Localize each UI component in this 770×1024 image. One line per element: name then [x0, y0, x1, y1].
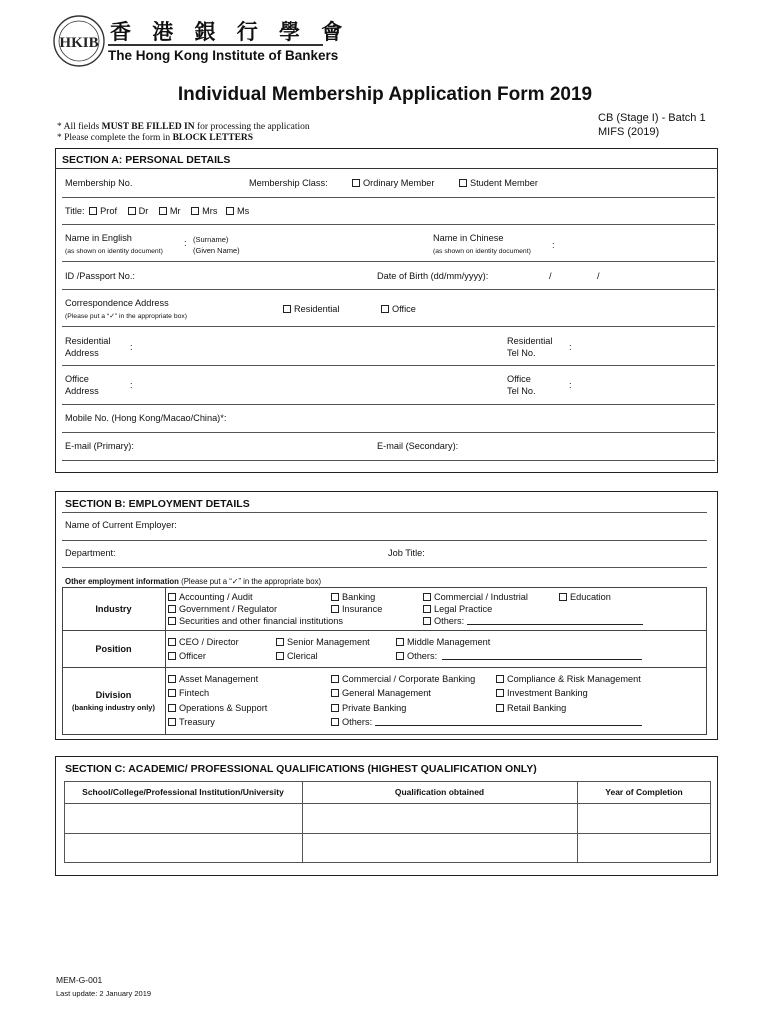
division-commercial-checkbox[interactable] [331, 675, 339, 683]
email-primary-label: E-mail (Primary): [65, 441, 134, 451]
industry-insurance-checkbox[interactable] [331, 605, 339, 613]
division-retail-option[interactable]: Retail Banking [496, 703, 566, 714]
section-a-heading: SECTION A: PERSONAL DETAILS [62, 154, 231, 166]
industry-accounting-checkbox[interactable] [168, 593, 176, 601]
section-c-heading: SECTION C: ACADEMIC/ PROFESSIONAL QUALIFICATIONS (HIGHEST QUALIFICATION ONLY) [65, 763, 537, 775]
division-commercial-option[interactable]: Commercial / Corporate Banking [331, 674, 475, 685]
division-operations-checkbox[interactable] [168, 704, 176, 712]
division-private-option[interactable]: Private Banking [331, 703, 406, 714]
residential-tel-colon: : [569, 342, 572, 352]
position-clerical-checkbox[interactable] [276, 652, 284, 660]
division-treasury-checkbox[interactable] [168, 718, 176, 726]
division-retail-checkbox[interactable] [496, 704, 504, 712]
title-prof-checkbox[interactable] [89, 207, 97, 215]
industry-education-checkbox[interactable] [559, 593, 567, 601]
division-general-checkbox[interactable] [331, 689, 339, 697]
industry-securities-option[interactable]: Securities and other financial institutions [168, 616, 343, 627]
program-line-1: CB (Stage I) - Batch 1 [598, 112, 706, 124]
header-rule [108, 44, 323, 46]
industry-others-checkbox[interactable] [423, 617, 431, 625]
name-chinese-label: Name in Chinese [433, 233, 504, 243]
given-name-hint: (Given Name) [193, 246, 240, 255]
industry-government-checkbox[interactable] [168, 605, 176, 613]
position-clerical-option[interactable]: Clerical [276, 651, 318, 662]
position-officer-option[interactable]: Officer [168, 651, 206, 662]
corr-residential-option[interactable]: Residential [283, 304, 339, 315]
division-others-option[interactable]: Others: [331, 717, 642, 728]
industry-commercial-option[interactable]: Commercial / Industrial [423, 592, 528, 603]
residential-address-label-2: Address [65, 348, 99, 358]
office-address-colon: : [130, 380, 133, 390]
form-title: Individual Membership Application Form 2019 [177, 84, 593, 105]
title-mrs-checkbox[interactable] [191, 207, 199, 215]
name-chinese-hint: (as shown on identity document) [433, 248, 531, 255]
industry-accounting-option[interactable]: Accounting / Audit [168, 592, 253, 603]
residential-address-colon: : [130, 342, 133, 352]
position-middle-checkbox[interactable] [396, 638, 404, 646]
industry-banking-option[interactable]: Banking [331, 592, 375, 603]
student-member-option[interactable]: Student Member [459, 178, 538, 189]
name-english-label: Name in English [65, 233, 132, 243]
qualification-row-1-year[interactable] [578, 804, 710, 832]
institute-chinese-name: 香 港 銀 行 學 會 [110, 20, 351, 44]
title-ms-checkbox[interactable] [226, 207, 234, 215]
title-dr-option[interactable]: Dr [128, 206, 149, 216]
industry-others-field[interactable] [467, 616, 643, 625]
division-sublabel: (banking industry only) [72, 703, 155, 712]
residential-tel-label-2: Tel No. [507, 348, 536, 358]
division-compliance-option[interactable]: Compliance & Risk Management [496, 674, 641, 685]
division-compliance-checkbox[interactable] [496, 675, 504, 683]
position-officer-checkbox[interactable] [168, 652, 176, 660]
dob-slash-2: / [597, 271, 600, 281]
position-middle-option[interactable]: Middle Management [396, 637, 490, 648]
division-investment-option[interactable]: Investment Banking [496, 688, 588, 699]
division-others-checkbox[interactable] [331, 718, 339, 726]
title-ms-option[interactable]: Ms [226, 206, 249, 216]
column-header-school: School/College/Professional Institution/University [82, 787, 284, 797]
corr-office-option[interactable]: Office [381, 304, 416, 315]
name-chinese-colon: : [552, 240, 555, 250]
column-header-year: Year of Completion [605, 787, 683, 797]
position-senior-checkbox[interactable] [276, 638, 284, 646]
form-code: MEM-G-001 [56, 975, 103, 985]
qualification-row-2-year[interactable] [578, 834, 710, 862]
qualification-row-1-qualification[interactable] [303, 804, 576, 832]
industry-label: Industry [95, 604, 132, 614]
qualification-row-1-school[interactable] [65, 804, 301, 832]
industry-commercial-checkbox[interactable] [423, 593, 431, 601]
note-required: * All fields MUST BE FILLED IN for processing the application [57, 122, 310, 132]
office-tel-label-2: Tel No. [507, 386, 536, 396]
industry-government-option[interactable]: Government / Regulator [168, 604, 277, 615]
program-line-2: MIFS (2019) [598, 126, 660, 138]
division-treasury-option[interactable]: Treasury [168, 717, 215, 728]
employer-label: Name of Current Employer: [65, 520, 177, 530]
institute-logo [52, 14, 106, 68]
name-english-colon: : [184, 238, 187, 248]
position-others-option[interactable]: Others: [396, 651, 642, 662]
corr-residential-checkbox[interactable] [283, 305, 291, 313]
membership-no-label: Membership No. [65, 178, 133, 188]
section-b-heading: SECTION B: EMPLOYMENT DETAILS [65, 498, 250, 510]
residential-tel-label-1: Residential [507, 336, 553, 346]
name-english-hint: (as shown on identity document) [65, 248, 163, 255]
title-mr-option[interactable]: Mr [159, 206, 181, 216]
office-address-label-2: Address [65, 386, 99, 396]
other-info-label: Other employment information (Please put a “✓” in the appropriate box) [65, 577, 322, 586]
ordinary-member-option[interactable]: Ordinary Member [352, 178, 434, 189]
email-secondary-label: E-mail (Secondary): [377, 441, 459, 451]
id-passport-label: ID /Passport No.: [65, 271, 135, 281]
office-tel-label-1: Office [507, 374, 531, 384]
position-label: Position [95, 644, 132, 654]
title-label: Title: [65, 206, 85, 216]
office-address-label-1: Office [65, 374, 89, 384]
mobile-label: Mobile No. (Hong Kong/Macao/China)*: [65, 413, 227, 423]
corr-office-checkbox[interactable] [381, 305, 389, 313]
institute-english-name: The Hong Kong Institute of Bankers [108, 48, 339, 63]
title-row [65, 206, 249, 217]
qualification-row-2-qualification[interactable] [303, 834, 576, 862]
division-asset-checkbox[interactable] [168, 675, 176, 683]
logo-text: HKIB [59, 35, 99, 51]
title-mr-checkbox[interactable] [159, 207, 167, 215]
division-others-field[interactable] [375, 717, 642, 726]
student-member-checkbox[interactable] [459, 179, 467, 187]
correspondence-tick-hint: (Please put a “✓” in the appropriate box) [65, 313, 188, 320]
division-operations-option[interactable]: Operations & Support [168, 703, 267, 714]
correspondence-address-label: Correspondence Address [65, 298, 169, 308]
division-asset-option[interactable]: Asset Management [168, 674, 258, 685]
division-label: Division [95, 690, 132, 700]
dob-label: Date of Birth (dd/mm/yyyy): [377, 271, 489, 281]
industry-legal-option[interactable]: Legal Practice [423, 604, 492, 615]
position-others-field[interactable] [442, 651, 642, 660]
dob-slash-1: / [549, 271, 552, 281]
division-general-option[interactable]: General Management [331, 688, 431, 699]
position-others-checkbox[interactable] [396, 652, 404, 660]
last-update: Last update: 2 January 2019 [56, 989, 152, 998]
position-senior-option[interactable]: Senior Management [276, 637, 370, 648]
position-ceo-checkbox[interactable] [168, 638, 176, 646]
job-title-label: Job Title: [388, 548, 425, 558]
industry-education-option[interactable]: Education [559, 592, 611, 603]
membership-class-label: Membership Class: [249, 178, 328, 188]
residential-address-label-1: Residential [65, 336, 111, 346]
division-fintech-checkbox[interactable] [168, 689, 176, 697]
title-mrs-option[interactable]: Mrs [191, 206, 217, 216]
ordinary-member-checkbox[interactable] [352, 179, 360, 187]
note-block-letters: * Please complete the form in BLOCK LETTERS [57, 133, 254, 143]
office-tel-colon: : [569, 380, 572, 390]
qualification-row-2-school[interactable] [65, 834, 301, 862]
industry-securities-checkbox[interactable] [168, 617, 176, 625]
division-private-checkbox[interactable] [331, 704, 339, 712]
division-fintech-option[interactable]: Fintech [168, 688, 209, 699]
industry-others-option[interactable]: Others: [423, 616, 643, 627]
title-dr-checkbox[interactable] [128, 207, 136, 215]
column-header-qualification: Qualification obtained [394, 787, 485, 797]
position-ceo-option[interactable]: CEO / Director [168, 637, 239, 648]
title-prof-option[interactable]: Prof [89, 206, 117, 216]
division-investment-checkbox[interactable] [496, 689, 504, 697]
industry-insurance-option[interactable]: Insurance [331, 604, 382, 615]
industry-legal-checkbox[interactable] [423, 605, 431, 613]
industry-banking-checkbox[interactable] [331, 593, 339, 601]
department-label: Department: [65, 548, 116, 558]
surname-hint: (Surname) [193, 235, 229, 244]
